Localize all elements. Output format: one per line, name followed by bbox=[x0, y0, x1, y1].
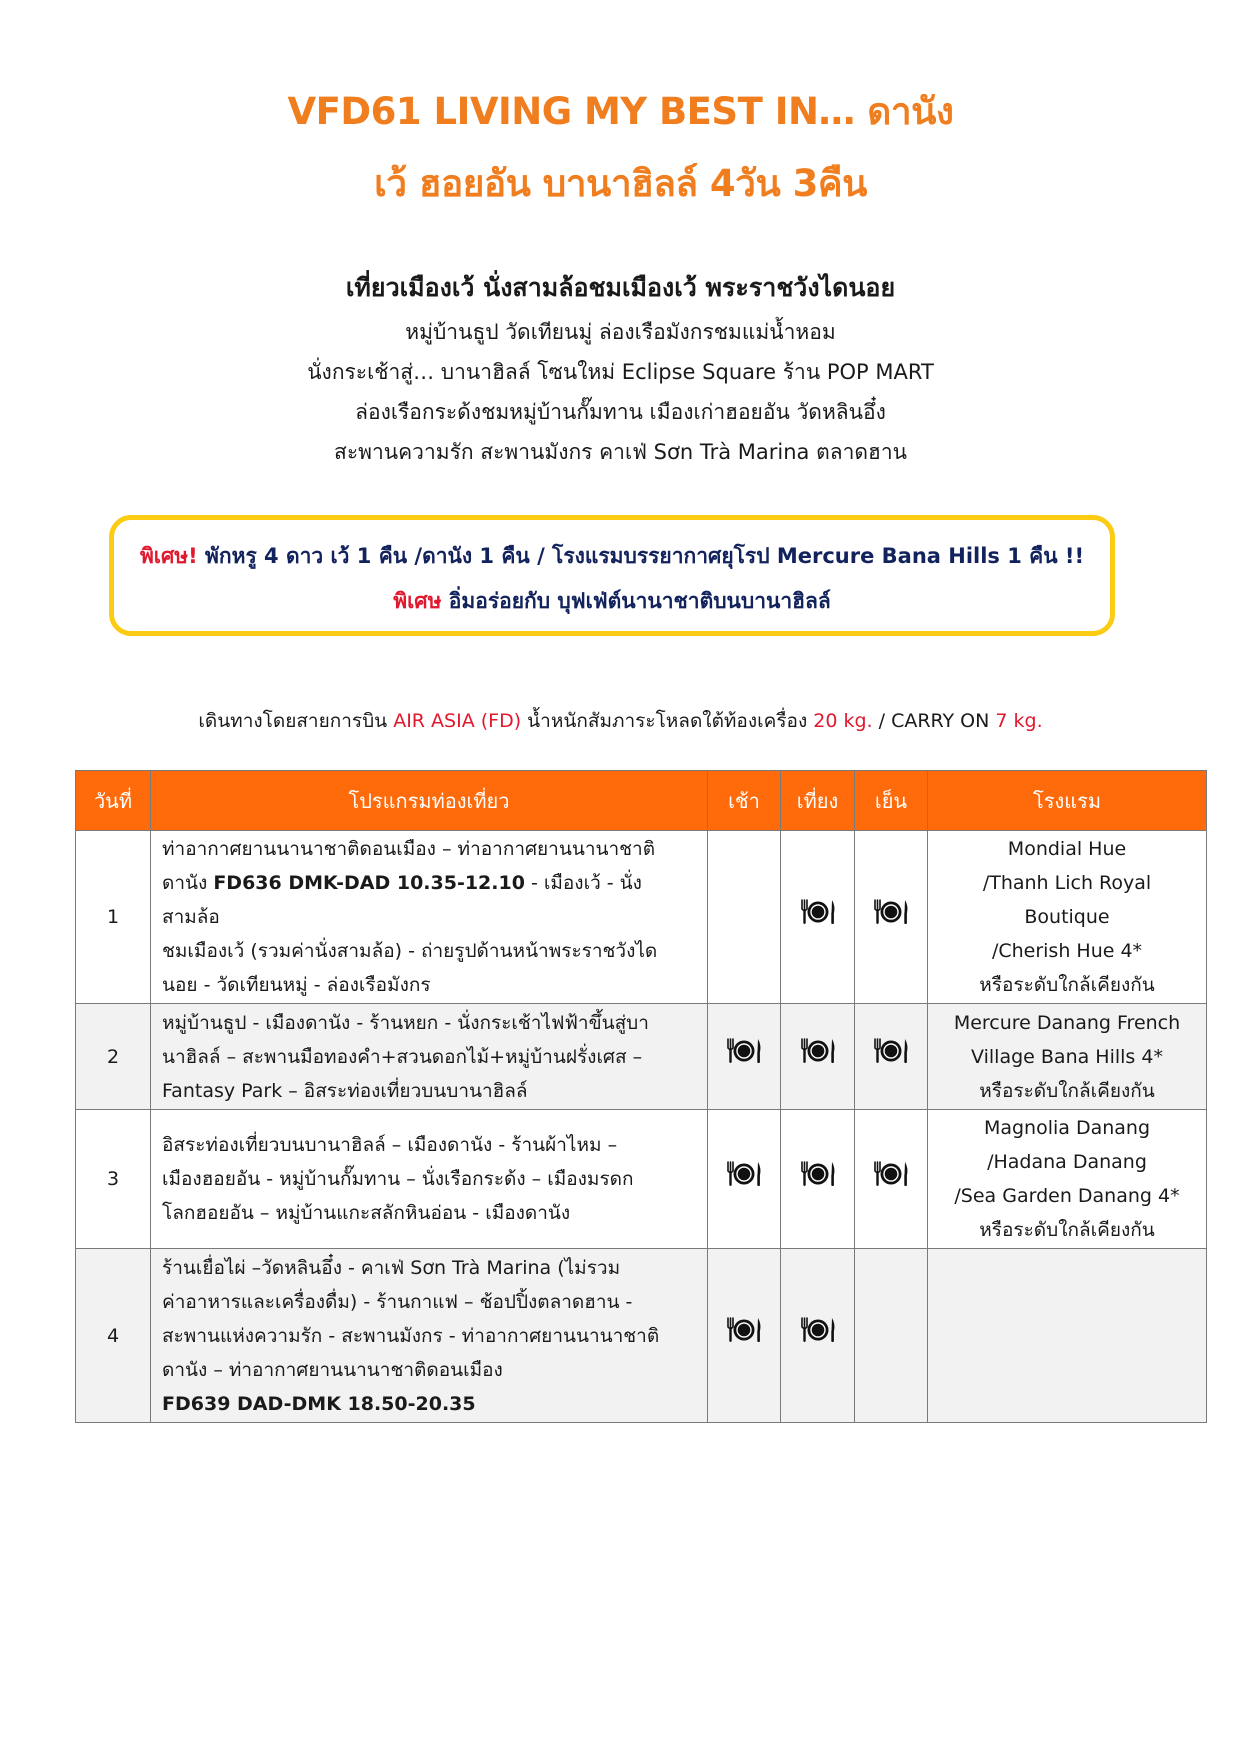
highlight-line: นั่งกระเช้าสู่… บานาฮิลล์ โซนใหม่ Eclipse Square ร้าน POP MART bbox=[307, 360, 934, 384]
day-number: 3 bbox=[76, 1110, 151, 1249]
meal-icon bbox=[799, 1159, 837, 1200]
hotel-line: Mondial Hue bbox=[1007, 838, 1127, 860]
breakfast-cell bbox=[708, 1004, 781, 1110]
program-line: อิสระท่องเที่ยวบนบานาฮิลล์ – เมืองดานัง - ร้านผ้าไหม – bbox=[162, 1134, 618, 1156]
breakfast-cell bbox=[708, 1110, 781, 1249]
hotel-line: หรือระดับใกล้เคียงกัน bbox=[979, 1219, 1155, 1241]
tour-subtitle: เที่ยวเมืองเว้ นั่งสามล้อชมเมืองเว้ พระราชวังไดนอย bbox=[345, 273, 896, 302]
flight-number: FD636 DMK-DAD 10.35-12.10 bbox=[213, 872, 525, 894]
dinner-cell bbox=[855, 1110, 928, 1249]
program-cell bbox=[151, 831, 708, 1004]
meal-icon bbox=[725, 1159, 763, 1200]
hotel-cell bbox=[928, 1249, 1207, 1423]
program-line: หมู่บ้านธูป - เมืองดานัง - ร้านหยก - นั่งกระเช้าไฟฟ้าขึ้นสู่บา bbox=[162, 1011, 649, 1034]
flight-prefix: เดินทางโดยสายการบิน bbox=[198, 710, 394, 732]
hotel-cell bbox=[928, 1110, 1207, 1249]
highlight-line: สะพานความรัก สะพานมังกร คาเฟ่ Sơn Trà Marina ตลาดฮาน bbox=[334, 440, 907, 464]
program-line: ค่าอาหารและเครื่องดื่ม) - ร้านกาแฟ – ช้อปปิ้งตลาดฮาน - bbox=[162, 1290, 633, 1313]
meal-icon bbox=[725, 1315, 763, 1356]
baggage-weight: 20 kg. bbox=[813, 710, 873, 732]
highlight-line: ล่องเรือกระด้งชมหมู่บ้านกั๊มทาน เมืองเก่าฮอยอัน วัดหลินอึ๋ง bbox=[355, 400, 886, 424]
dinner-cell bbox=[855, 1249, 928, 1423]
meal-icon bbox=[799, 1036, 837, 1077]
program-line: โลกฮอยอัน – หมู่บ้านแกะสลักหินอ่อน - เมืองดานัง bbox=[162, 1202, 571, 1224]
table-row bbox=[76, 1004, 1207, 1110]
hotel-line: Magnolia Danang bbox=[983, 1117, 1151, 1139]
lunch-cell bbox=[781, 1110, 855, 1249]
hotel-line: /Thanh Lich Royal bbox=[982, 872, 1152, 894]
special-text: พักหรู 4 ดาว เว้ 1 คืน /ดานัง 1 คืน / โรงแรมบรรยากาศยุโรป Mercure Bana Hills 1 คืน !! bbox=[197, 544, 1085, 568]
flight-info bbox=[0, 706, 1241, 736]
hotel-line: หรือระดับใกล้เคียงกัน bbox=[979, 974, 1155, 996]
table-row bbox=[76, 1249, 1207, 1423]
special-label: พิเศษ bbox=[393, 589, 442, 613]
program-line: ชมเมืองเว้ (รวมค่านั่งสามล้อ) - ถ่ายรูปด้านหน้าพระราชวังได bbox=[162, 940, 658, 962]
program-line bbox=[162, 1387, 699, 1421]
header-day: วันที่ bbox=[76, 771, 151, 831]
carry-on-label: / CARRY ON bbox=[872, 710, 996, 732]
program-text: ดานัง bbox=[162, 872, 214, 894]
hotel-line: Mercure Danang French bbox=[953, 1011, 1181, 1034]
itinerary-table bbox=[75, 770, 1207, 1423]
tour-highlights bbox=[0, 312, 1241, 472]
breakfast-cell bbox=[708, 831, 781, 1004]
hotel-line: Village Bana Hills 4* bbox=[971, 1045, 1163, 1068]
program-line: สะพานแห่งความรัก - สะพานมังกร - ท่าอากาศยานนานาชาติ bbox=[162, 1324, 660, 1347]
hotel-cell bbox=[928, 831, 1207, 1004]
program-line: Fantasy Park – อิสระท่องเที่ยวบนบานาฮิลล์ bbox=[162, 1079, 528, 1102]
header-breakfast: เช้า bbox=[708, 771, 781, 831]
program-cell bbox=[151, 1249, 708, 1423]
program-line: เมืองฮอยอัน - หมู่บ้านกั๊มทาน – นั่งเรือกระด้ง – เมืองมรดก bbox=[162, 1168, 634, 1190]
hotel-line: /Cherish Hue 4* bbox=[991, 940, 1143, 962]
special-offer-line2 bbox=[114, 585, 1110, 618]
day-number: 4 bbox=[76, 1249, 151, 1423]
program-cell bbox=[151, 1110, 708, 1249]
table-header-row bbox=[76, 771, 1207, 831]
dinner-cell bbox=[855, 1004, 928, 1110]
highlight-line: หมู่บ้านธูป วัดเทียนมู่ ล่องเรือมังกรชมแม่น้ำหอม bbox=[405, 320, 836, 344]
program-cell bbox=[151, 1004, 708, 1110]
program-line: ร้านเยื่อไผ่ –วัดหลินอึ๋ง - คาเฟ่ Sơn Trà Marina (ไม่รวม bbox=[162, 1256, 621, 1279]
breakfast-cell bbox=[708, 1249, 781, 1423]
hotel-cell bbox=[928, 1004, 1207, 1110]
special-offer-line1 bbox=[114, 540, 1110, 573]
hotel-line: /Sea Garden Danang 4* bbox=[954, 1185, 1180, 1207]
meal-icon bbox=[872, 897, 910, 938]
meal-icon bbox=[872, 1036, 910, 1077]
airline-name: AIR ASIA (FD) bbox=[393, 710, 522, 732]
header-dinner: เย็น bbox=[855, 771, 928, 831]
special-label: พิเศษ! bbox=[139, 544, 198, 568]
table-row bbox=[76, 831, 1207, 1004]
program-line: ดานัง – ท่าอากาศยานนานาชาติดอนเมือง bbox=[162, 1358, 503, 1381]
tour-title-line2: เว้ ฮอยอัน บานาฮิลล์ 4วัน 3คืน bbox=[374, 162, 867, 205]
dinner-cell bbox=[855, 831, 928, 1004]
meal-icon bbox=[799, 1315, 837, 1356]
lunch-cell bbox=[781, 1004, 855, 1110]
header-lunch: เที่ยง bbox=[781, 771, 855, 831]
day-number: 2 bbox=[76, 1004, 151, 1110]
special-offer-box bbox=[109, 515, 1115, 636]
lunch-cell bbox=[781, 831, 855, 1004]
lunch-cell bbox=[781, 1249, 855, 1423]
tour-title-line1: VFD61 LIVING MY BEST IN… ดานัง bbox=[287, 90, 954, 133]
meal-icon bbox=[872, 1159, 910, 1200]
hotel-line: Boutique bbox=[1024, 906, 1110, 928]
header-program: โปรแกรมท่องเที่ยว bbox=[151, 771, 708, 831]
header-hotel: โรงแรม bbox=[928, 771, 1207, 831]
meal-icon bbox=[725, 1036, 763, 1077]
day-number: 1 bbox=[76, 831, 151, 1004]
program-line: ท่าอากาศยานนานาชาติดอนเมือง – ท่าอากาศยานนานาชาติ bbox=[162, 838, 656, 860]
flight-middle: น้ำหนักสัมภาระโหลดใต้ท้องเครื่อง bbox=[521, 710, 814, 732]
flight-number: FD639 DAD-DMK 18.50-20.35 bbox=[162, 1392, 476, 1415]
special-text: อิ่มอร่อยกับ บุฟเฟ่ต์นานาชาติบนบานาฮิลล์ bbox=[441, 589, 831, 613]
hotel-line: /Hadana Danang bbox=[987, 1151, 1147, 1173]
table-row bbox=[76, 1110, 1207, 1249]
program-line: นอย - วัดเทียนหมู่ - ล่องเรือมังกร bbox=[162, 974, 431, 996]
hotel-line: หรือระดับใกล้เคียงกัน bbox=[979, 1079, 1155, 1102]
program-line: นาฮิลล์ – สะพานมือทองคำ+สวนดอกไม้+หมู่บ้านฝรั่งเศส – bbox=[162, 1045, 643, 1068]
program-line bbox=[162, 866, 699, 934]
carry-on-weight: 7 kg. bbox=[995, 710, 1043, 732]
program-text: - เมืองเว้ - นั่งสามล้อ bbox=[162, 872, 642, 928]
meal-icon bbox=[799, 897, 837, 938]
